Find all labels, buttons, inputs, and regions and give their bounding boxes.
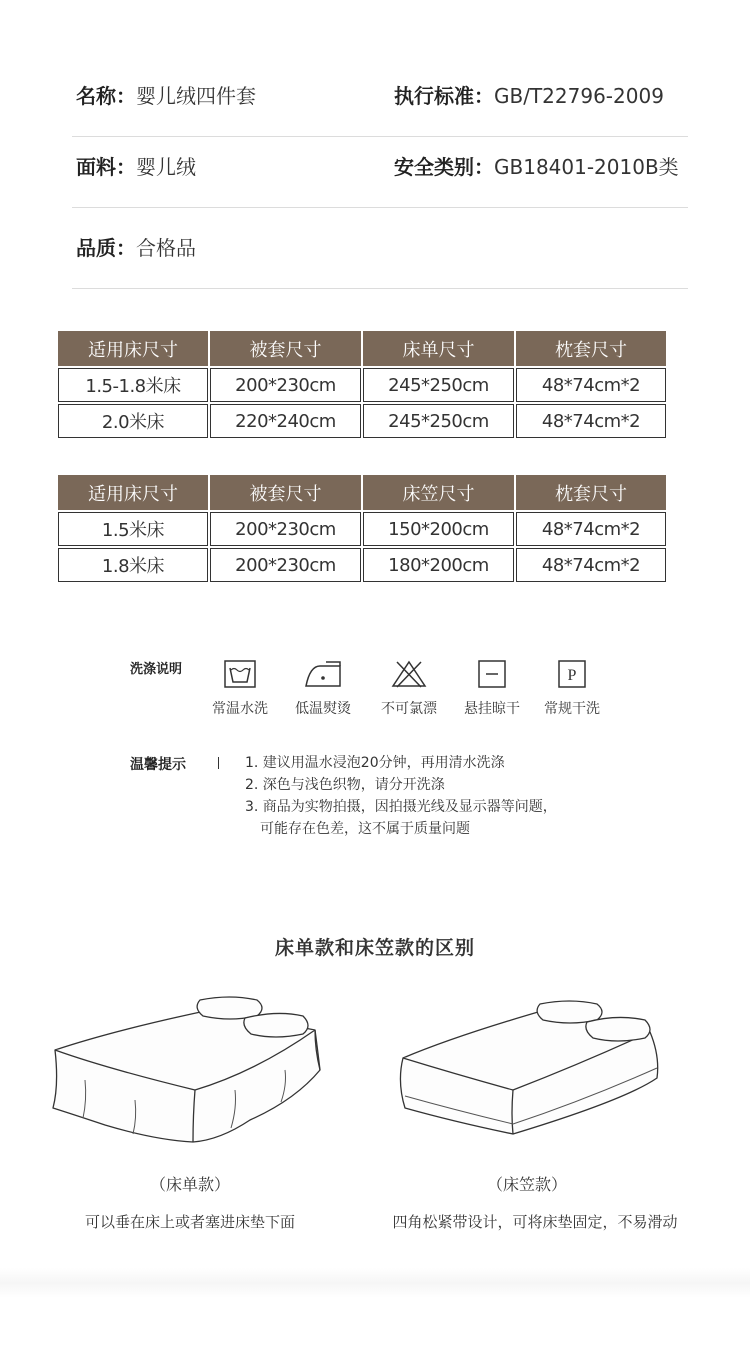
- table-cell: 1.5-1.8米床: [58, 368, 208, 402]
- size-table-sheet: [56, 329, 668, 440]
- wash-label: 悬挂晾干: [464, 701, 520, 717]
- spec-safety: 安全类别：GB18401-2010B类: [394, 155, 679, 179]
- table-header-row: [58, 475, 666, 510]
- table-cell: 200*230cm: [210, 368, 361, 402]
- spec-fabric: 面料：婴儿绒: [76, 155, 196, 179]
- table-cell: 220*240cm: [210, 404, 361, 438]
- table-header-row: [58, 331, 666, 366]
- iron-low-icon: [302, 660, 344, 688]
- table-cell: 1.5米床: [58, 512, 208, 546]
- table-cell: 245*250cm: [363, 368, 514, 402]
- wash-label: 常温水洗: [212, 701, 268, 717]
- size-table-fitted: [56, 473, 668, 584]
- spec-quality: 品质：合格品: [76, 236, 196, 260]
- table-row: [58, 512, 666, 546]
- fitted-sheet-caption: （床笠款）: [486, 1175, 567, 1194]
- wash-item: [200, 660, 280, 718]
- bottom-band: [0, 1268, 750, 1298]
- table-cell: 200*230cm: [210, 512, 361, 546]
- spec-row-3: [72, 208, 688, 289]
- table-cell: 48*74cm*2: [516, 404, 666, 438]
- wash-item: [452, 660, 532, 718]
- table-cell: 48*74cm*2: [516, 512, 666, 546]
- table-header: 适用床尺寸: [58, 475, 208, 510]
- wash-item: [369, 660, 449, 718]
- section-title: 床单款和床笠款的区别: [274, 937, 475, 959]
- spec-row-2: [72, 127, 688, 208]
- table-header: 适用床尺寸: [58, 331, 208, 366]
- tip-line: 可能存在色差，这不属于质量问题: [260, 821, 470, 837]
- tip-line: 2. 深色与浅色织物，请分开洗涤: [245, 777, 445, 793]
- spec-row-1: [72, 56, 688, 137]
- tip-line: 1. 建议用温水浸泡20分钟，再用清水洗涤: [245, 755, 505, 771]
- wash-label: 低温熨烫: [295, 701, 351, 717]
- table-header: 被套尺寸: [210, 331, 361, 366]
- table-row: [58, 548, 666, 582]
- spec-name: 名称：婴儿绒四件套: [76, 84, 256, 108]
- tips-divider: [218, 757, 219, 769]
- wash-item: [532, 660, 612, 718]
- table-row: [58, 404, 666, 438]
- fitted-sheet-description: 四角松紧带设计，可将床垫固定，不易滑动: [392, 1213, 678, 1231]
- table-header: 被套尺寸: [210, 475, 361, 510]
- dry-clean-icon: [558, 660, 586, 688]
- table-header: 床单尺寸: [363, 331, 514, 366]
- spec-standard: 执行标准：GB/T22796-2009: [394, 84, 664, 108]
- table-header: 枕套尺寸: [516, 331, 666, 366]
- table-cell: 48*74cm*2: [516, 368, 666, 402]
- table-cell: 245*250cm: [363, 404, 514, 438]
- flat-sheet-caption: （床单款）: [149, 1175, 230, 1194]
- hang-dry-icon: [478, 660, 506, 688]
- table-cell: 180*200cm: [363, 548, 514, 582]
- fitted-sheet-bed-illustration: [395, 996, 665, 1146]
- table-header: 枕套尺寸: [516, 475, 666, 510]
- wash-item: [283, 660, 363, 718]
- svg-text:P: P: [567, 667, 577, 684]
- table-cell: 200*230cm: [210, 548, 361, 582]
- tips-list: [245, 752, 557, 840]
- wash-label: 不可氯漂: [381, 701, 437, 717]
- table-cell: 48*74cm*2: [516, 548, 666, 582]
- table-header: 床笠尺寸: [363, 475, 514, 510]
- tips-title: 温馨提示: [130, 757, 186, 773]
- table-cell: 2.0米床: [58, 404, 208, 438]
- wash-title: 洗涤说明: [130, 662, 183, 677]
- table-cell: 150*200cm: [363, 512, 514, 546]
- wash-label: 常规干洗: [544, 701, 600, 717]
- flat-sheet-description: 可以垂在床上或者塞进床垫下面: [84, 1213, 295, 1231]
- wash-tub-icon: [224, 660, 256, 688]
- tip-line: 3. 商品为实物拍摄，因拍摄光线及显示器等问题，: [245, 799, 557, 815]
- flat-sheet-bed-illustration: [45, 990, 335, 1160]
- no-bleach-icon: [391, 660, 427, 688]
- table-cell: 1.8米床: [58, 548, 208, 582]
- table-row: [58, 368, 666, 402]
